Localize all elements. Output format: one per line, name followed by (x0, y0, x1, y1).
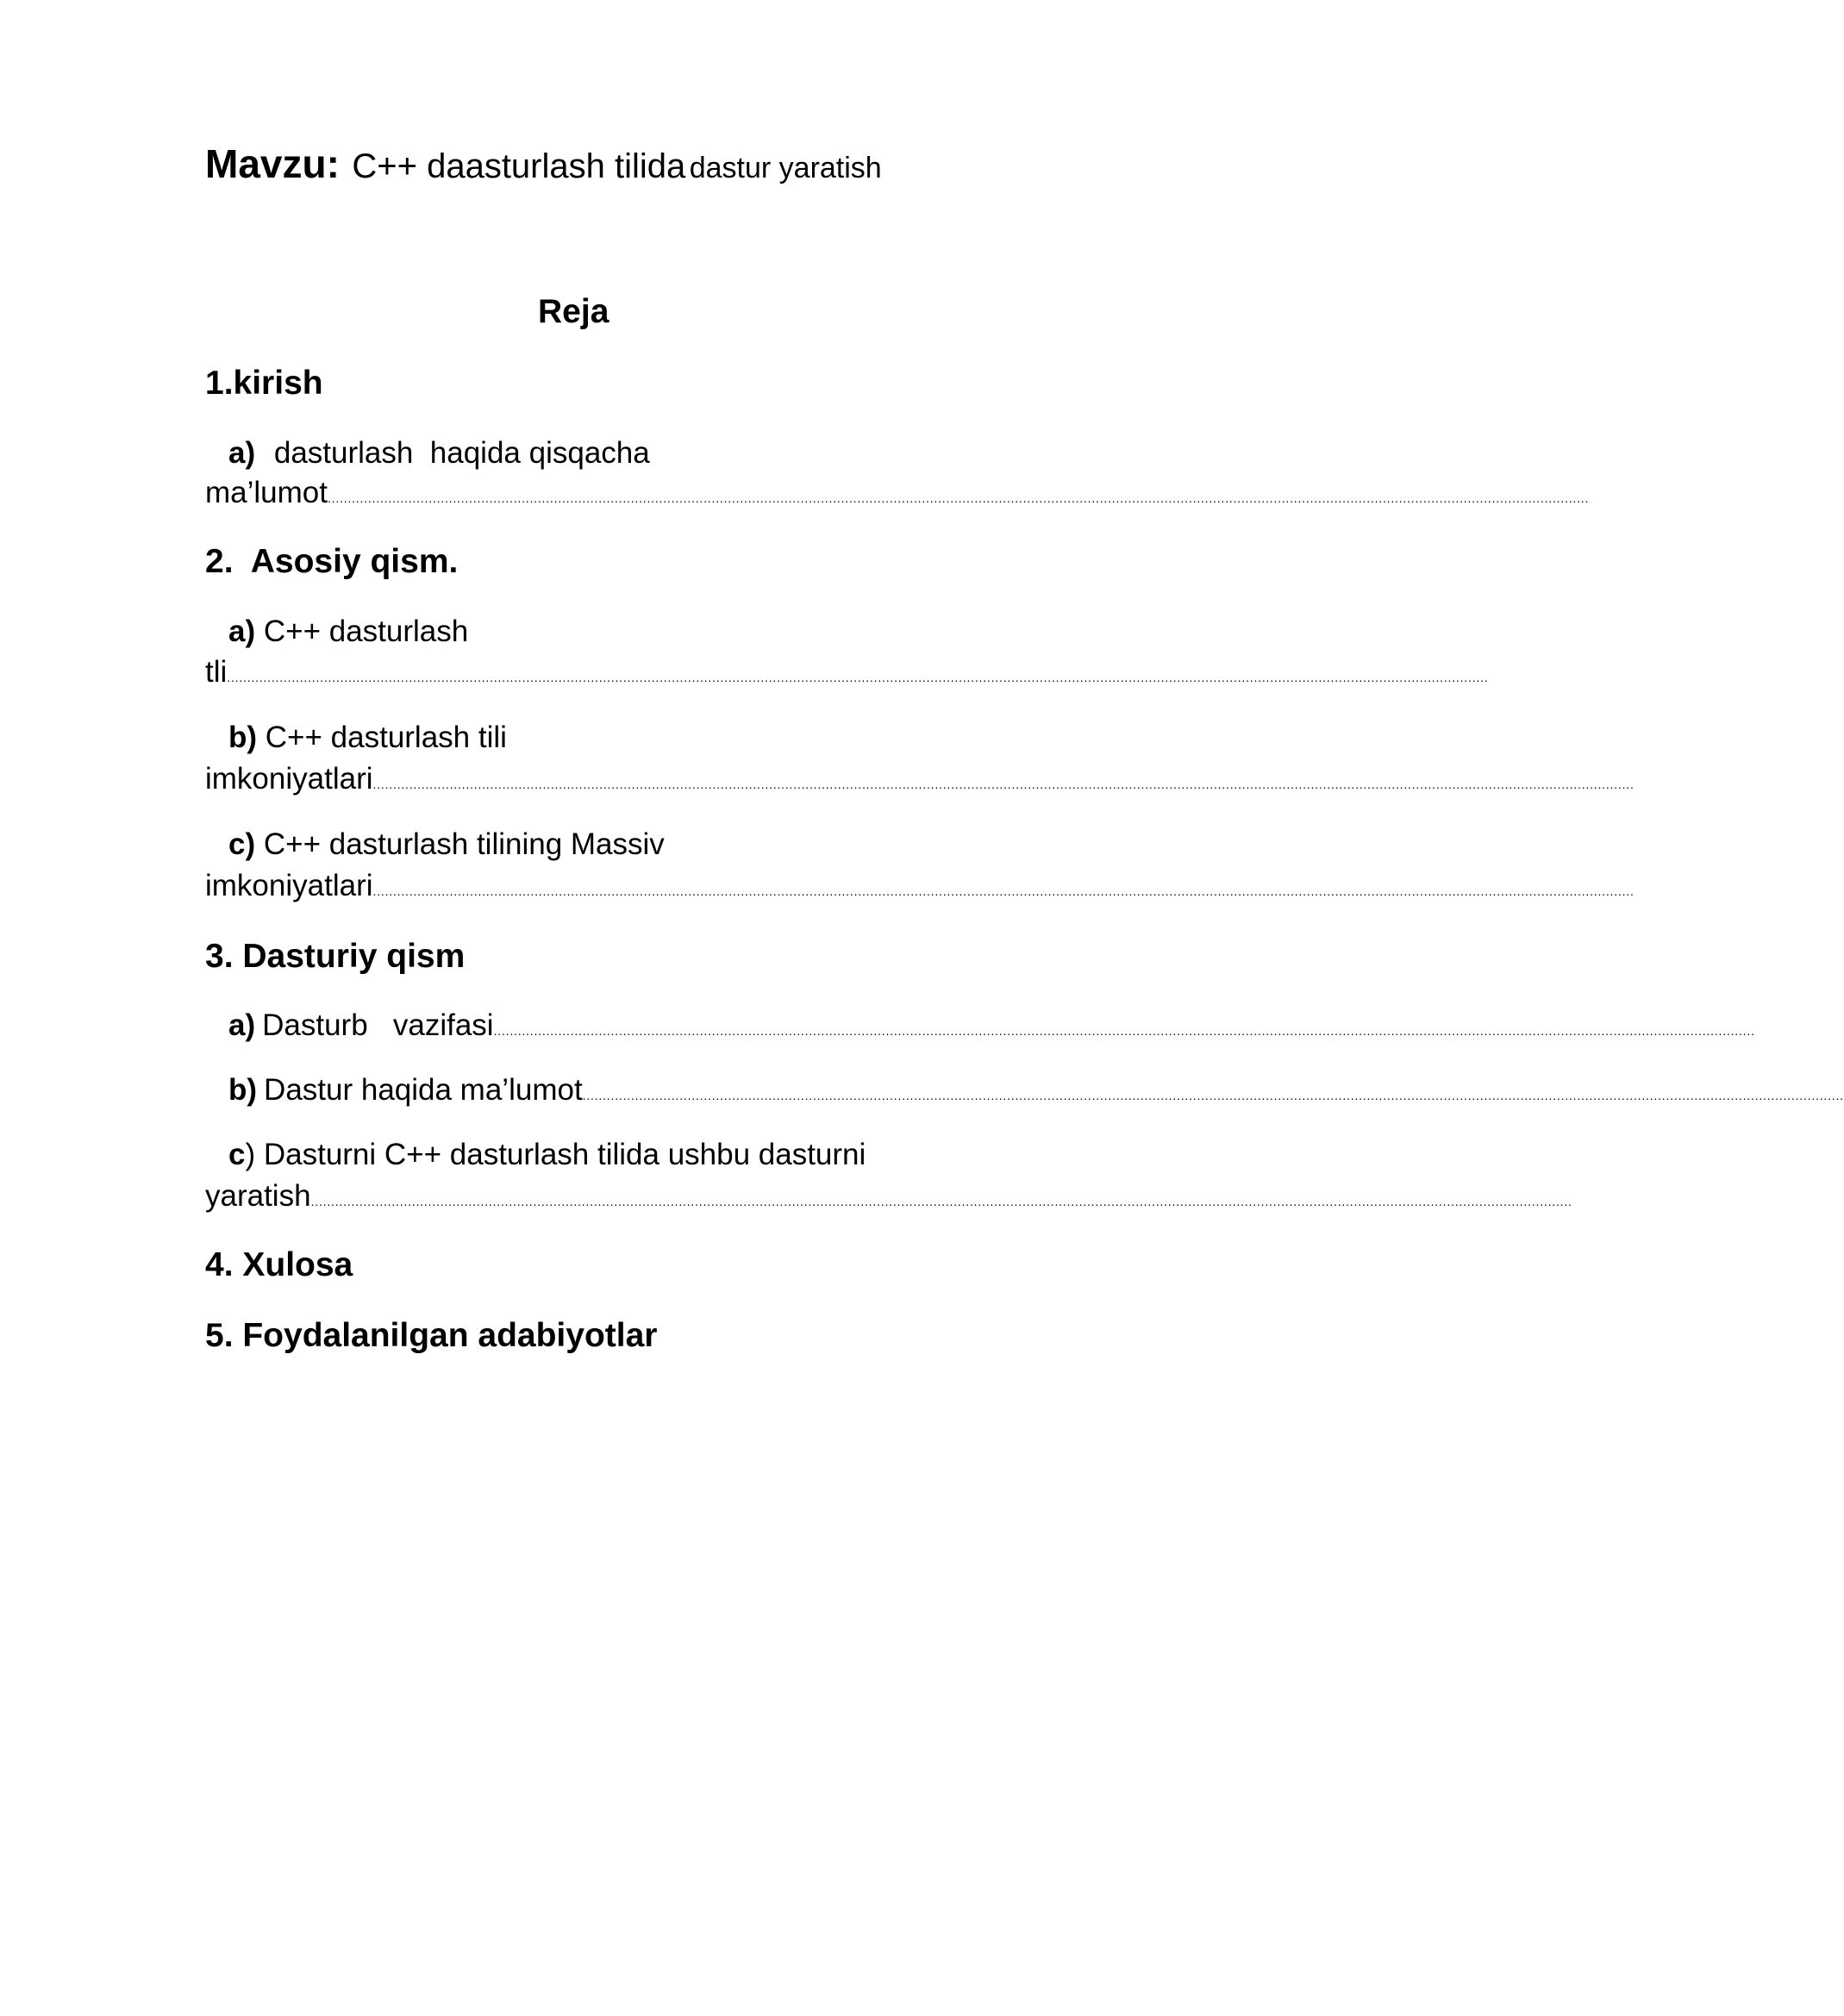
section-2-item-b-cont (205, 762, 1635, 796)
section-2-item-a-cont (205, 655, 1489, 690)
item-text-cont: tli (205, 655, 228, 689)
section-3-item-c (228, 1138, 866, 1172)
section-2-item-c (228, 827, 665, 862)
dot-leader: ........................................................................................................................................................................................................................................................................................................................ (327, 491, 1590, 505)
section-1-item-a (228, 436, 650, 471)
dot-leader: ........................................................................................................................................................................................................................................................................................................................ (310, 1195, 1572, 1208)
item-marker: a) (228, 436, 256, 470)
section-2-heading: 2. Asosiy qism. (205, 543, 459, 580)
section-5-heading: 5. Foydalanilgan adabiyotlar (205, 1317, 658, 1354)
item-marker: a) (228, 1008, 256, 1042)
item-marker: a) (228, 615, 256, 648)
section-1-heading: 1.kirish (205, 365, 323, 402)
dot-leader: ........................................................................................................................................................................................................................................................................................................................ (372, 884, 1635, 898)
plan-heading: Reja (538, 293, 609, 330)
section-2-item-a (228, 615, 468, 649)
section-1-item-a-cont (205, 476, 1590, 510)
title-small: dastur yaratish (689, 152, 882, 184)
item-text-cont: imkoniyatlari (205, 762, 373, 796)
section-3-item-c-cont (205, 1179, 1572, 1214)
section-3-item-b (228, 1073, 1844, 1108)
item-text: C++ dasturlash (263, 615, 469, 648)
dot-leader: ........................................................................................................................................................................................................................................................................................................................ (582, 1089, 1844, 1102)
item-text: Dastur haqida ma’lumot (264, 1073, 583, 1107)
item-marker: b) (228, 1073, 258, 1107)
item-text: dasturlash haqida qisqacha (273, 436, 650, 470)
item-text-cont: yaratish (205, 1179, 311, 1213)
item-text: C++ dasturlash tili (265, 721, 507, 754)
section-2-item-b (228, 721, 507, 755)
dot-leader: ........................................................................................................................................................................................................................................................................................................................ (493, 1024, 1755, 1038)
title-main: C++ daasturlash tilida (352, 147, 686, 185)
section-3-heading: 3. Dasturiy qism (205, 938, 466, 975)
section-2-item-c-cont (205, 869, 1635, 903)
title-label: Mavzu: (205, 141, 340, 186)
item-marker: c (228, 1138, 246, 1171)
document-title (205, 138, 882, 200)
item-marker: b) (228, 721, 258, 754)
section-3-item-a (228, 1008, 1755, 1043)
dot-leader: ........................................................................................................................................................................................................................................................................................................................ (227, 671, 1489, 684)
item-text: Dasturb vazifasi (262, 1008, 494, 1042)
item-text: C++ dasturlash tilining Massiv (263, 827, 665, 861)
item-text-cont: ma’lumot (205, 476, 328, 509)
dot-leader: ........................................................................................................................................................................................................................................................................................................................ (372, 777, 1635, 791)
item-text-cont: imkoniyatlari (205, 869, 373, 902)
item-text: ) Dasturni C++ dasturlash tilida ushbu dasturni (245, 1138, 866, 1171)
section-4-heading: 4. Xulosa (205, 1246, 353, 1283)
item-marker: c) (228, 827, 256, 861)
